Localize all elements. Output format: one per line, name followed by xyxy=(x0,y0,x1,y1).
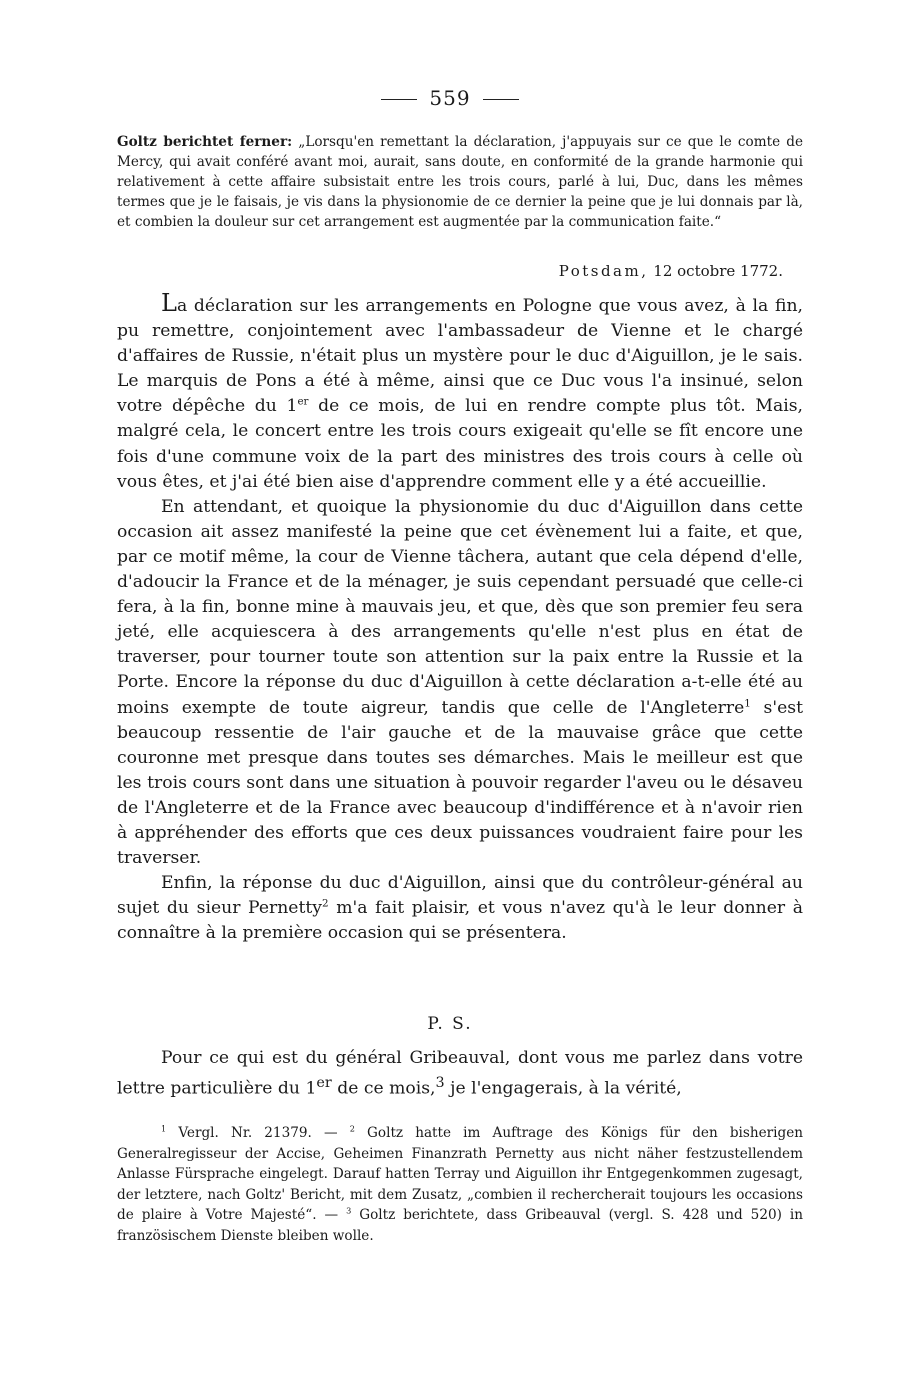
intro-text: „Lorsqu'en remettant la déclaration, j'appuyais sur ce que le comte de Mercy, qui avait conféré avant moi, aurait, sans doute, en conformité de la grande harmonie qui relativement à cette affaire subsistait entre les trois cours, parlé à lui, Duc, dans les mêmes termes que je le faisais, je vis dans la physionomie de ce dernier la peine que je lui donnais par là, et combien la douleur sur cet arrangement est augmentée par la communication faite.“ xyxy=(117,134,803,230)
footnote-ref-1: 1 xyxy=(744,696,751,709)
letter-p2-text-b: s'est beaucoup ressentie de l'air gauche et de la mauvaise grâce que cette couronne met presque dans toutes ses démarches. Mais le meilleur est que les trois cours sont dans une situation à pouvoir regarder l'aveu ou le désaveu de l'Angleterre et de la France avec beaucoup d'indifférence et à n'avoir rien à appréhender des efforts que ces deux puissances voudraient faire pour les traverser. xyxy=(117,697,803,869)
ps-text-c: je l'engagerais, à la vérité, xyxy=(444,1078,682,1099)
footnote-text-2: Goltz hatte im Auftrage des Königs für den bisherigen Generalregisseur der Accise, Geheimen Finanzrath Pernetty aus nicht näher festzustellendem Anlasse Fürsprache eingelegt. Darauf hatten Terray und Aiguillon ihr Entgegenkommen zugesagt, der letztere, nach Goltz' Bericht, mit dem Zusatz, „combien il rechercherait toujours les occasions de plaire à Votre Majesté“. — xyxy=(117,1125,804,1224)
footnote-text-1: Vergl. Nr. 21379. — xyxy=(166,1125,350,1141)
letter-p3-text-b: m'a fait plaisir, et vous n'avez qu'à le leur donner à connaître à la première occasion qui se présentera. xyxy=(117,898,803,944)
footnote-num-2: 2 xyxy=(349,1123,355,1134)
footnote-block xyxy=(117,1123,803,1247)
footnotes xyxy=(117,1123,803,1247)
page-number: 559 xyxy=(429,86,471,110)
postscript-body xyxy=(117,1046,803,1102)
postscript-paragraph xyxy=(117,1046,803,1102)
footnote-ref-2: 2 xyxy=(322,897,329,910)
letter-paragraph-1 xyxy=(117,291,803,495)
footnote-num-1: 1 xyxy=(161,1123,167,1134)
footnote-ref-3: 3 xyxy=(435,1075,445,1092)
letter-body xyxy=(117,291,803,946)
letter-p2-text-a: En attendant, et quoique la physionomie du duc d'Aiguillon dans cette occasion ait assez manifesté la peine que cet évènement lui a faite, et que, par ce motif même, la cour de Vienne tâchera, autant que cela dépend d'elle, d'adoucir la France et de la ménager, je suis cependant persuadé que celle-ci fera, à la fin, bonne mine à mauvais jeu, et que, dès que son premier feu sera jeté, elle acquiescera à des arrangements qu'elle n'est plus en état de traverser, pour tourner toute son attention sur la paix entre la Russie et la Porte. Encore la réponse du duc d'Aiguillon à cette déclaration a-t-elle été au moins exempte de toute aigreur, tandis que celle de l'Angleterre xyxy=(117,496,803,718)
footnote-num-3: 3 xyxy=(346,1205,352,1216)
ps-text-b: de ce mois, xyxy=(331,1078,436,1099)
header-rule-right xyxy=(483,99,519,100)
ps-text-a: Pour ce qui est du général Gribeauval, dont vous me parlez dans votre lettre particulière du 1 xyxy=(117,1048,803,1099)
letter-paragraph-3 xyxy=(117,871,803,946)
header-rule-left xyxy=(381,99,417,100)
letter-paragraph-2 xyxy=(117,495,803,871)
letter-p1-sup: er xyxy=(297,395,309,408)
ps-sup-er: er xyxy=(316,1075,332,1092)
dateline xyxy=(0,262,783,280)
postscript-heading: P. S. xyxy=(427,1014,473,1034)
letter-p1-text-b: de ce mois, de lui en rendre compte plus tôt. Mais, malgré cela, le concert entre les trois cours exigeait qu'elle se fît encore une fois d'une commune voix de la part des ministres des trois cours à celle où vous êtes, et j'ai été bien aise d'apprendre comment elle y a été accueillie. xyxy=(117,396,803,492)
page-header xyxy=(0,86,900,110)
intro-summary xyxy=(117,132,803,232)
letter-p3-text-a: Enfin, la réponse du duc d'Aiguillon, ainsi que du contrôleur-général au sujet du sieur Pernetty xyxy=(117,873,803,919)
drop-cap: L xyxy=(161,289,177,317)
intro-lead: Goltz berichtet ferner: xyxy=(117,134,293,150)
dateline-date: 12 octobre 1772. xyxy=(653,262,783,280)
footnote-text-3: Goltz berichtete, dass Gribeauval (vergl. S. 428 und 520) in französischem Dienste bleiben wolle. xyxy=(117,1207,803,1244)
letter-p1-text-a: a déclaration sur les arrangements en Pologne que vous avez, à la fin, pu remettre, conjointement avec l'ambassadeur de Vienne et le chargé d'affaires de Russie, n'était plus un mystère pour le duc d'Aiguillon, je le sais. Le marquis de Pons a été à même, ainsi que ce Duc vous l'a insinué, selon votre dépêche du 1 xyxy=(117,296,803,417)
dateline-place: Potsdam, xyxy=(558,262,649,280)
